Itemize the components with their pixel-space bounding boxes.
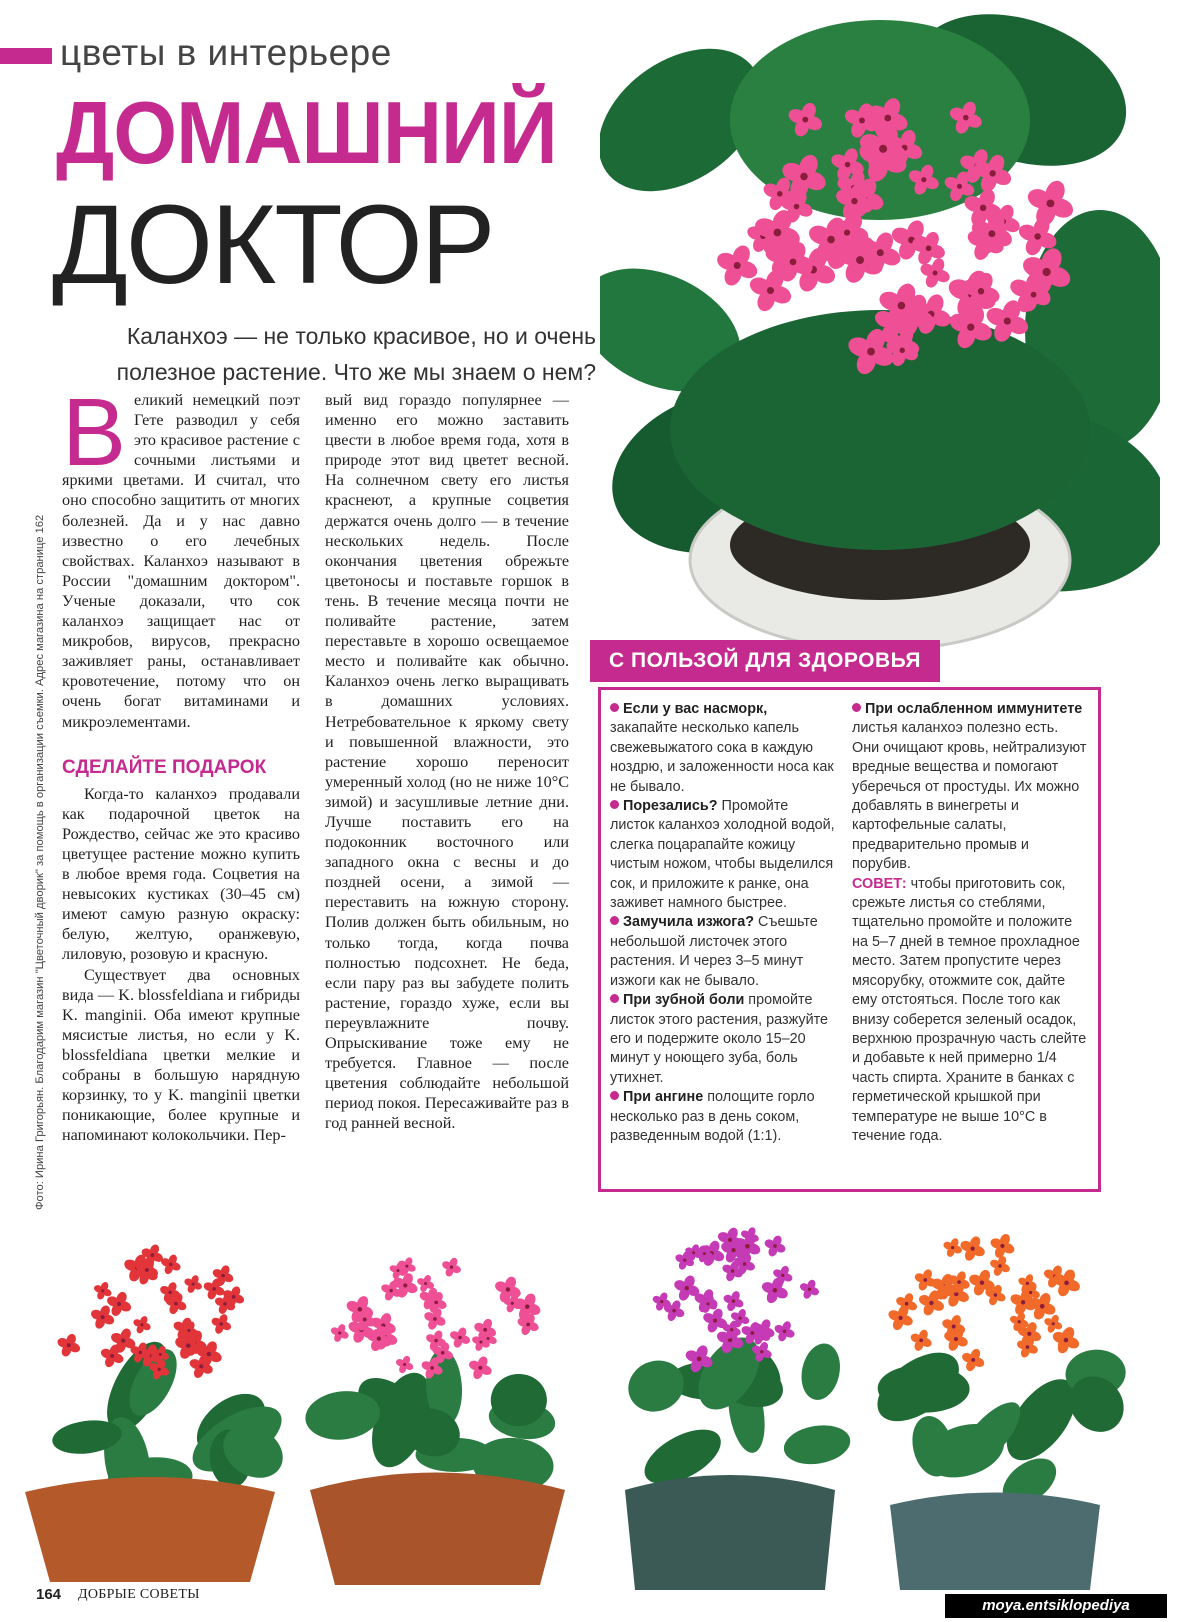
pot-red-kalanchoe <box>0 1212 300 1582</box>
article-column-2 <box>325 390 569 1133</box>
rubric: цветы в интерьере <box>60 32 392 73</box>
advice: СОВЕТ: чтобы приготовить сок, срежьте листья со стеблями, тщательно промойте и положите на 5–7 дней в темное прохладное место. Затем пропустите через мясорубку, отожмите сок, дайте ему отстояться. После того как внизу соберется зеленый осадок, верхнюю прозрачную часть слейте и добавьте к ней примерно 1/4 часть спирта. Храните в банках с герметической крышкой при температуре не выше 10°С в течение года. <box>852 875 1087 1144</box>
bullet-icon <box>610 703 619 712</box>
article-paragraph-1: еликий немецкий поэт Гете разводил у себя это красивое растение с сочными листьями и яркими цветами. И считал, что оно способно защитить от многих болезней. Да и у нас давно известно о его лечебных свойствах. Каланхоэ называют в России "домашним доктором". Ученые доказали, что сок каланхоэ защищает нас от микробов, вирусов, прекрасно заживляет раны, останавливает кровотечение, потому что он очень богат витаминами и микроэлементами. <box>62 391 300 731</box>
bullet-icon <box>610 994 619 1003</box>
health-box-title: С ПОЛЬЗОЙ ДЛЯ ЗДОРОВЬЯ <box>590 640 940 682</box>
rubric-bar <box>0 48 52 64</box>
article-paragraph-4: вый вид гораздо популярнее — именно его можно заставить цвести в любое время года, хотя в природе этот вид цветет весной. На солнечном свету его листья краснеют, а крупные соцветия держатся очень долго — в течение нескольких недель. После окончания цветения обрежьте цветоносы и поставьте горшок в тень. В течение месяца почти не поливайте растение, затем переставьте в хорошо освещаемое место и поливайте как обычно. Каланхоэ очень легко выращивать в домашних условиях. Нетребовательное к яркому свету и повышенной влажности, это растение хорошо переносит умеренный холод (но не ниже 10°С зимой) и засушливые летние дни. Лучше поставить его на подоконник восточного или западного окна с весны и до поздней осени, а зимой — переставить на южную сторону. Полив должен быть обильным, но только тогда, когда почва полностью подсохнет. Не беда, если пару раз вы забудете полить растение, гораздо хуже, если вы переувлажните почву. Опрыскивание тоже ему не требуется. Главное — после цветения соблюдайте небольшой период покоя. Пересаживайте раз в год ранней весной. <box>325 391 569 1133</box>
photo-credit: Фото: Ирина Григорьян. Благодарим магазин "Цветочный дворик" за помощь в организации съемки. Адрес магазина на странице 162 <box>34 514 46 1210</box>
health-box-column-2 <box>852 700 1087 1146</box>
bullet-icon <box>610 800 619 809</box>
article-paragraph-2: Когда-то каланхоэ продавали как подарочной цветок на Рождество, сейчас же это красиво цветущее растение можно купить в любое время года. Соцветия на невысоких кустиках (30–45 см) имеют самую разную окраску: белую, желтую, оранжевую, лиловую, розовую и красную. <box>62 784 300 964</box>
page-number: 164 <box>36 1586 62 1603</box>
hero-kalanchoe-photo <box>600 0 1160 650</box>
bullet-icon <box>610 1091 619 1100</box>
magazine-name: ДОБРЫЕ СОВЕТЫ <box>78 1587 200 1602</box>
pot-orange-kalanchoe <box>845 1195 1145 1590</box>
pot-purple-kalanchoe <box>600 1190 860 1590</box>
subhead-gift: СДЕЛАЙТЕ ПОДАРОК <box>62 756 267 778</box>
title-line-2: ДОКТОР <box>52 182 494 307</box>
bullet-icon <box>852 703 861 712</box>
watermark: moya.entsiklopediya <box>945 1594 1167 1618</box>
pot-pink-kalanchoe <box>275 1215 595 1585</box>
dropcap: В <box>62 379 127 486</box>
tip-cut: Порезались? Промойте листок каланхоэ холодной водой, слегка поцарапайте кожицу чистым ножом, чтобы выделился сок, и приложите к ранке, она заживет намного быстрее. <box>610 798 835 912</box>
article-paragraph-3: Существует два основных вида — K. blossfeldiana и гибриды K. manginii. Оба имеют крупные мясистые листья, но если у K. blossfeldiana цветки мелкие и собраны в большую нарядную корзинку, то у K. manginii цветки поникающие, более крупные и напоминают колокольчики. Пер- <box>62 965 300 1145</box>
bullet-icon <box>610 916 619 925</box>
tip-toothache: При зубной боли промойте листок этого растения, разжуйте его и подержите около 15–20 минут у ноющего зуба, боль утихнет. <box>610 992 829 1086</box>
tip-immunity: При ослабленном иммунитете листья каланхоэ полезно есть. Они очищают кровь, нейтрализуют вредные вещества и помогают уберечься от простуды. Их можно добавлять в винегреты и картофельные салаты, предварительно промыв и порубив. <box>852 701 1087 873</box>
tip-heartburn: Замучила изжога? Съешьте небольшой листочек этого растения. И через 3–5 минут изжоги как не бывало. <box>610 914 818 989</box>
lead-paragraph: Каланхоэ — не только красивое, но и очень полезное растение. Что же мы знаем о нем? <box>116 323 596 385</box>
tip-runny-nose: Если у вас насморк, закапайте несколько капель свежевыжатого сока в каждую ноздрю, и заложенности носа как не бывало. <box>610 701 834 795</box>
title-line-1: ДОМАШНИЙ <box>56 83 557 182</box>
article-column-1 <box>62 379 300 1145</box>
tip-sore-throat: При ангине полощите горло несколько раз в день соком, разведенным водой (1:1). <box>610 1089 815 1144</box>
health-box-column-1 <box>610 700 835 1146</box>
